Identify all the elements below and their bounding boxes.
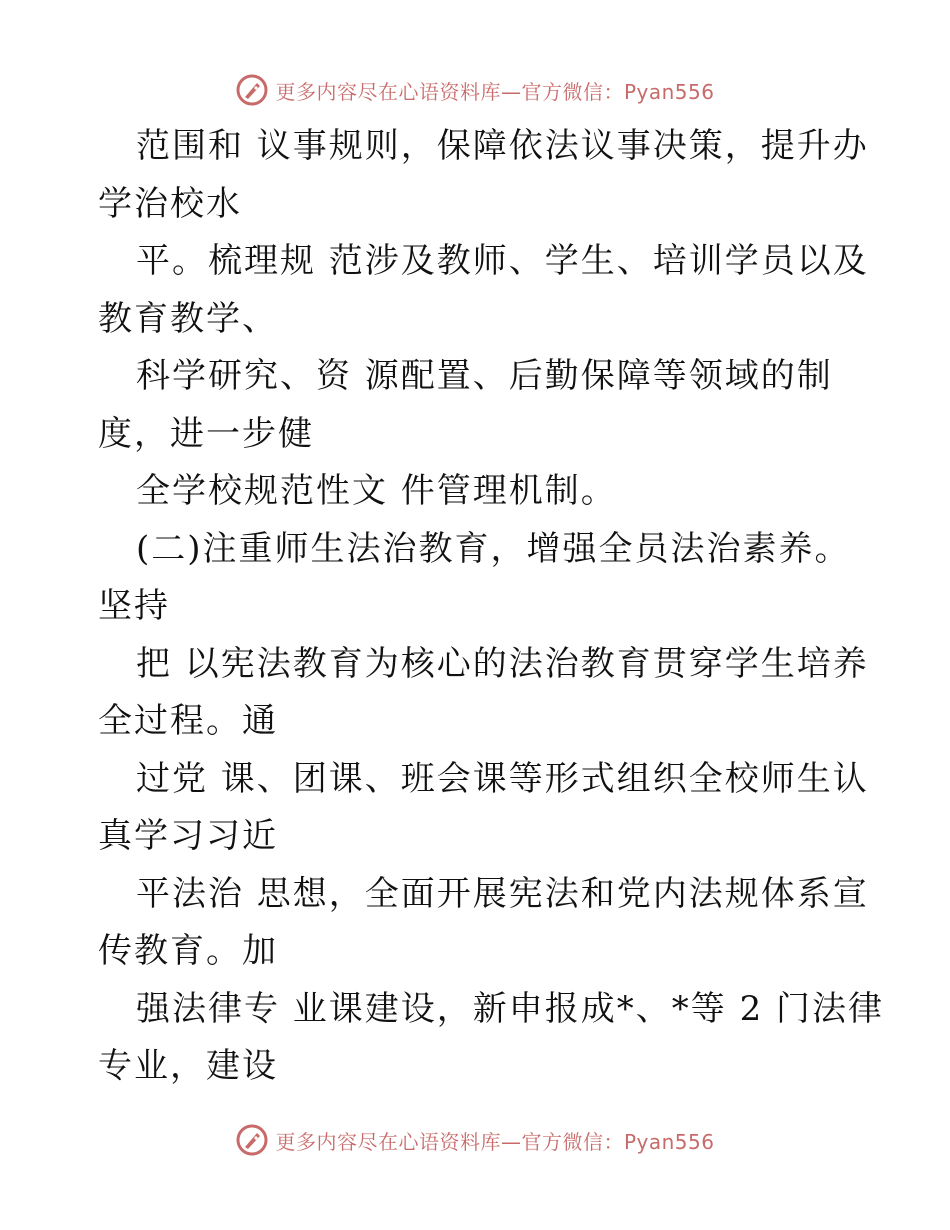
- text-line: 度，进一步健: [98, 413, 314, 454]
- footer-banner-text: 更多内容尽在心语资料库—官方微信：Pyan556: [275, 1129, 715, 1154]
- text-line: 学治校水: [98, 183, 242, 224]
- header-banner: [0, 70, 950, 110]
- text-line: 真学习习近: [98, 816, 278, 856]
- text-line: 平法治 思想，全面开展宪法和党内法规体系宣: [136, 873, 869, 914]
- text-line: 传教育。加: [98, 931, 278, 971]
- text-line: 范围和 议事规则，保障依法议事决策，提升办: [136, 126, 869, 166]
- footer-banner: [0, 1120, 950, 1160]
- text-line: 科学研究、资 源配置、后勤保障等领域的制: [136, 356, 833, 396]
- text-line: 教育教学、: [98, 298, 278, 339]
- text-line: 全过程。通: [98, 701, 278, 741]
- text-line: 全学校规范性文 件管理机制。: [136, 471, 617, 511]
- text-line: (二)注重师生法治教育，增强全员法治素养。: [136, 528, 851, 569]
- text-line: 专业，建设: [98, 1046, 278, 1086]
- pen-nib-logo-icon: [235, 1123, 269, 1157]
- document-body: [98, 118, 885, 1096]
- text-line: 平。梳理规 范涉及教师、学生、培训学员以及: [136, 241, 869, 281]
- pen-nib-logo-icon: [235, 73, 269, 107]
- text-line: 过党 课、团课、班会课等形式组织全校师生认: [136, 758, 869, 799]
- text-line: 把 以宪法教育为核心的法治教育贯穿学生培养: [136, 643, 869, 684]
- text-line: 坚持: [98, 586, 170, 626]
- header-banner-text: 更多内容尽在心语资料库—官方微信：Pyan556: [275, 79, 715, 104]
- text-line: 强法律专 业课建设，新申报成*、*等 2 门法律: [136, 988, 885, 1029]
